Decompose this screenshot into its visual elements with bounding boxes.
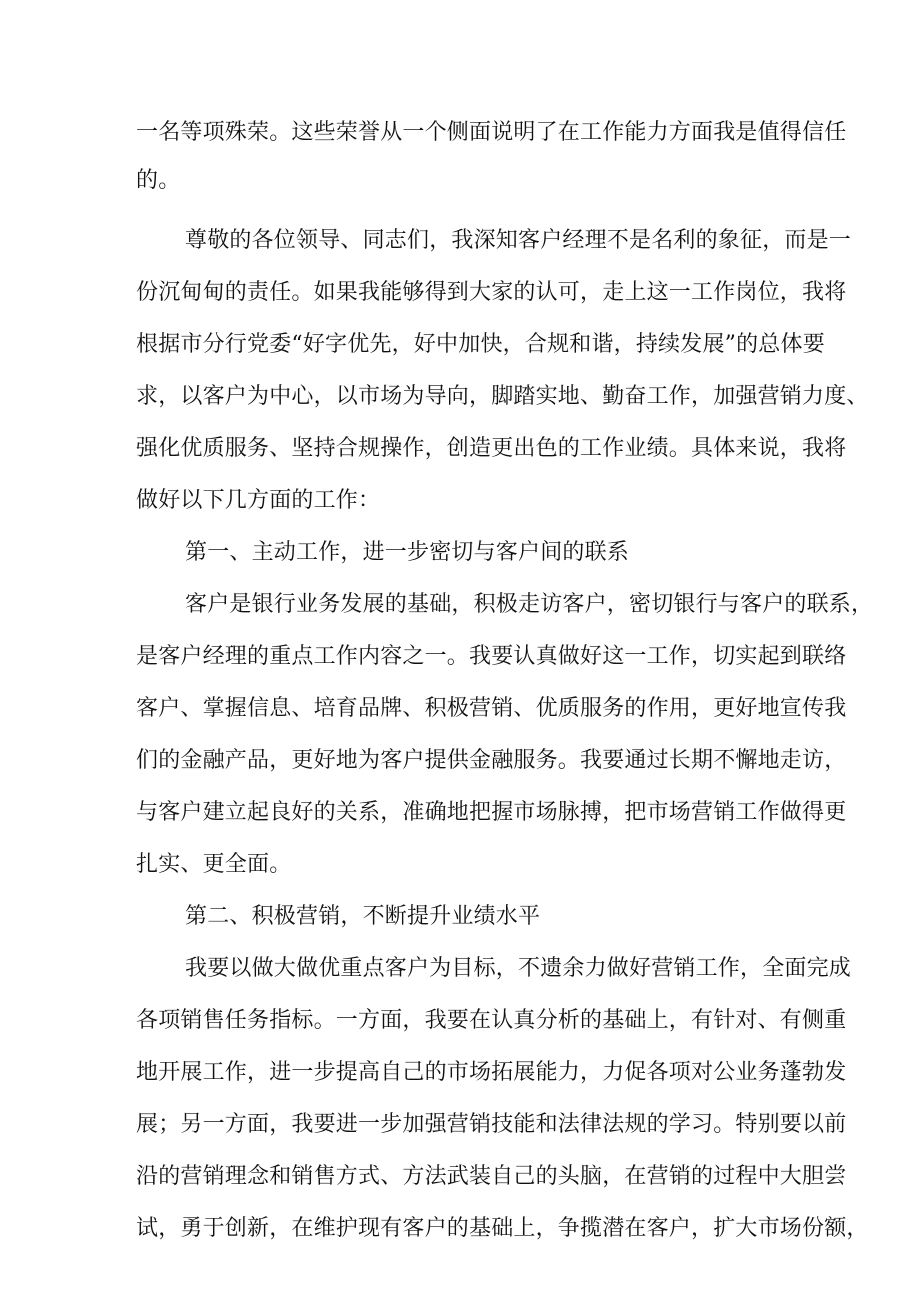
- body-text-line: 们的金融产品，更好地为客户提供金融服务。我要通过长期不懈地走访，: [136, 748, 847, 773]
- section-heading: 第二、积极营销，不断提升业绩水平: [185, 904, 541, 929]
- body-text-line: 各项销售任务指标。一方面，我要在认真分析的基础上，有针对、有侧重: [136, 1008, 847, 1033]
- body-text-line: 份沉甸甸的责任。如果我能够得到大家的认可，走上这一工作岗位，我将: [136, 280, 847, 305]
- paragraph-first-line: 尊敬的各位领导、同志们，我深知客户经理不是名利的象征，而是一: [185, 228, 852, 253]
- body-text-line: 是客户经理的重点工作内容之一。我要认真做好这一工作，切实起到联络: [136, 644, 847, 669]
- body-text-line: 客户、掌握信息、培育品牌、积极营销、优质服务的作用，更好地宣传我: [136, 696, 847, 721]
- body-text-line: 展；另一方面，我要进一步加强营销技能和法律法规的学习。特别要以前: [136, 1112, 847, 1137]
- body-text-line: 扎实、更全面。: [136, 852, 292, 877]
- body-text-line: 做好以下几方面的工作：: [136, 488, 381, 513]
- body-text-line: 的。: [136, 168, 181, 193]
- body-text-line: 一名等项殊荣。这些荣誉从一个侧面说明了在工作能力方面我是值得信任: [136, 120, 847, 145]
- body-text-line: 沿的营销理念和销售方式、方法武装自己的头脑，在营销的过程中大胆尝: [136, 1164, 847, 1189]
- body-text-line: 根据市分行党委“好字优先，好中加快，合规和谐，持续发展”的总体要: [136, 332, 825, 357]
- body-text-line: 地开展工作，进一步提高自己的市场拓展能力，力促各项对公业务蓬勃发: [136, 1060, 847, 1085]
- paragraph-first-line: 客户是银行业务发展的基础，积极走访客户，密切银行与客户的联系，: [185, 592, 874, 617]
- body-text-line: 与客户建立起良好的关系，准确地把握市场脉搏，把市场营销工作做得更: [136, 800, 847, 825]
- body-text-line: 试，勇于创新，在维护现有客户的基础上，争揽潜在客户，扩大市场份额，: [136, 1216, 869, 1241]
- body-text-line: 强化优质服务、坚持合规操作，创造更出色的工作业绩。具体来说，我将: [136, 436, 847, 461]
- body-text-line: 求，以客户为中心，以市场为导向，脚踏实地、勤奋工作，加强营销力度、: [136, 384, 869, 409]
- section-heading: 第一、主动工作，进一步密切与客户间的联系: [185, 540, 630, 565]
- paragraph-first-line: 我要以做大做优重点客户为目标，不遗余力做好营销工作，全面完成: [185, 956, 852, 981]
